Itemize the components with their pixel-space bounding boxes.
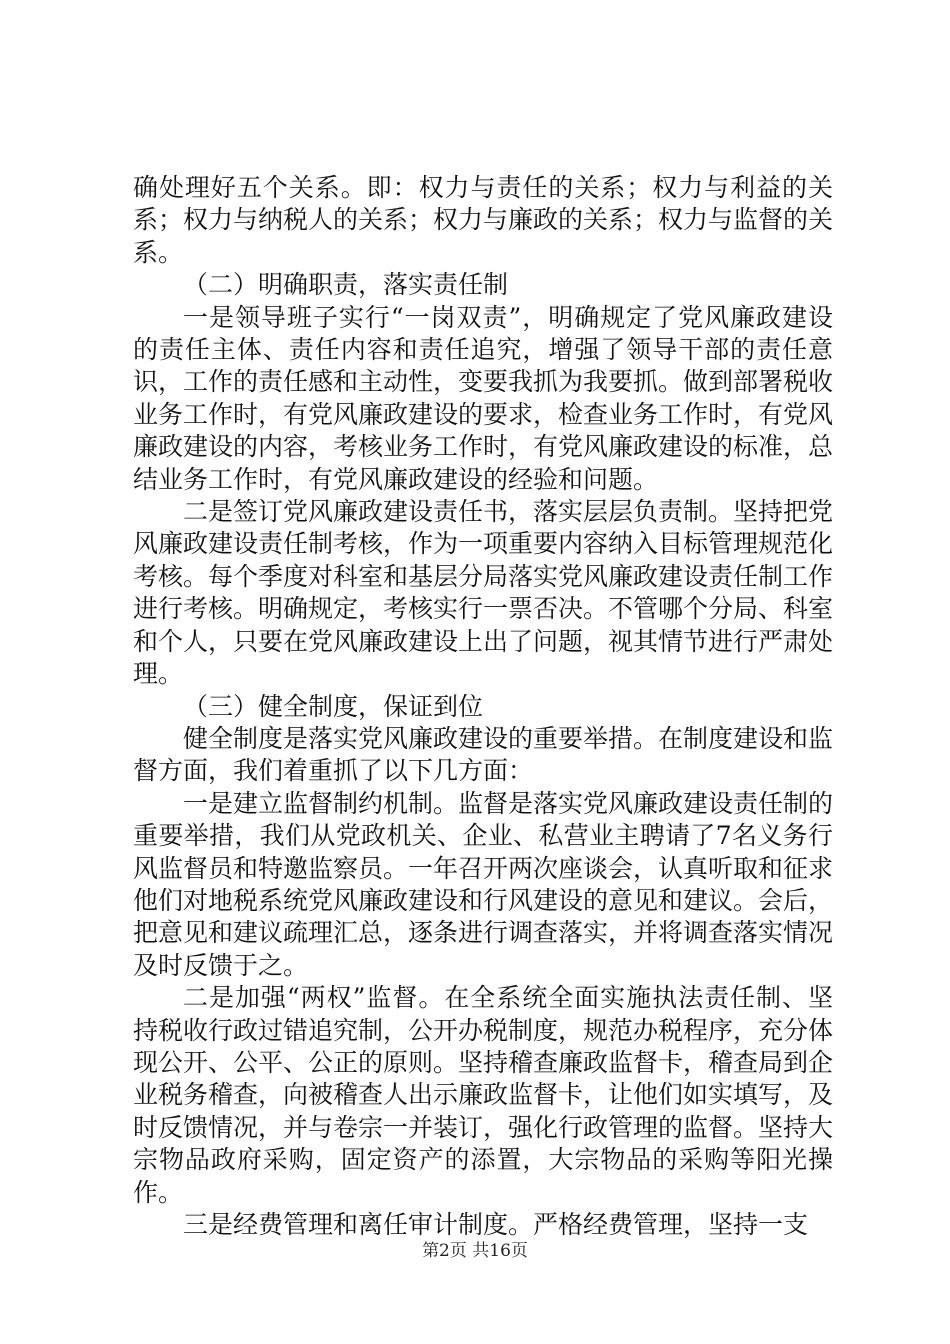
paragraph: 三是经费管理和离任审计制度。严格经费管理，坚持一支	[183, 1210, 809, 1239]
paragraph: 健全制度是落实党风廉政建设的重要举措。在制度建设和监督方面，我们着重抓了以下几方面：	[133, 723, 834, 786]
document-body	[133, 172, 833, 1241]
section-heading-3: （三）健全制度，保证到位	[183, 691, 484, 721]
paragraph-continuation: 确处理好五个关系。即：权力与责任的关系；权力与利益的关系；权力与纳税人的关系；权力与廉政的关系；权力与监督的关系。	[133, 173, 834, 267]
paragraph: 二是加强“两权”监督。在全系统全面实施执法责任制、坚持税收行政过错追究制，公开办税制度，规范办税程序，充分体现公开、公平、公正的原则。坚持稽查廉政监督卡，稽查局到企业税务稽查，向被稽查人出示廉政监督卡，让他们如实填写，及时反馈情况，并与卷宗一并装订，强化行政管理的监督。坚持大宗物品政府采购，固定资产的添置，大宗物品的采购等阳光操作。	[133, 983, 834, 1207]
paragraph: 二是签订党风廉政建设责任书，落实层层负责制。坚持把党风廉政建设责任制考核，作为一项重要内容纳入目标管理规范化考核。每个季度对科室和基层分局落实党风廉政建设责任制工作进行考核。明确规定，考核实行一票否决。不管哪个分局、科室和个人，只要在党风廉政建设上出了问题，视其情节进行严肃处理。	[133, 497, 834, 689]
paragraph: 一是领导班子实行“一岗双责”，明确规定了党风廉政建设的责任主体、责任内容和责任追究，增强了领导干部的责任意识，工作的责任感和主动性，变要我抓为我要抓。做到部署税收业务工作时，有党风廉政建设的要求，检查业务工作时，有党风廉政建设的内容，考核业务工作时，有党风廉政建设的标准，总结业务工作时，有党风廉政建设的经验和问题。	[133, 302, 834, 494]
page-number: 第2页 共16页	[422, 1241, 528, 1261]
paragraph: 一是建立监督制约机制。监督是落实党风廉政建设责任制的重要举措，我们从党政机关、企业、私营业主聘请了7名义务行风监督员和特邀监察员。一年召开两次座谈会，认真听取和征求他们对地税系统党风廉政建设和行风建设的意见和建议。会后，把意见和建议疏理汇总，逐条进行调查落实，并将调查落实情况及时反馈于之。	[133, 788, 834, 980]
section-heading-2: （二）明确职责，落实责任制	[183, 270, 509, 300]
